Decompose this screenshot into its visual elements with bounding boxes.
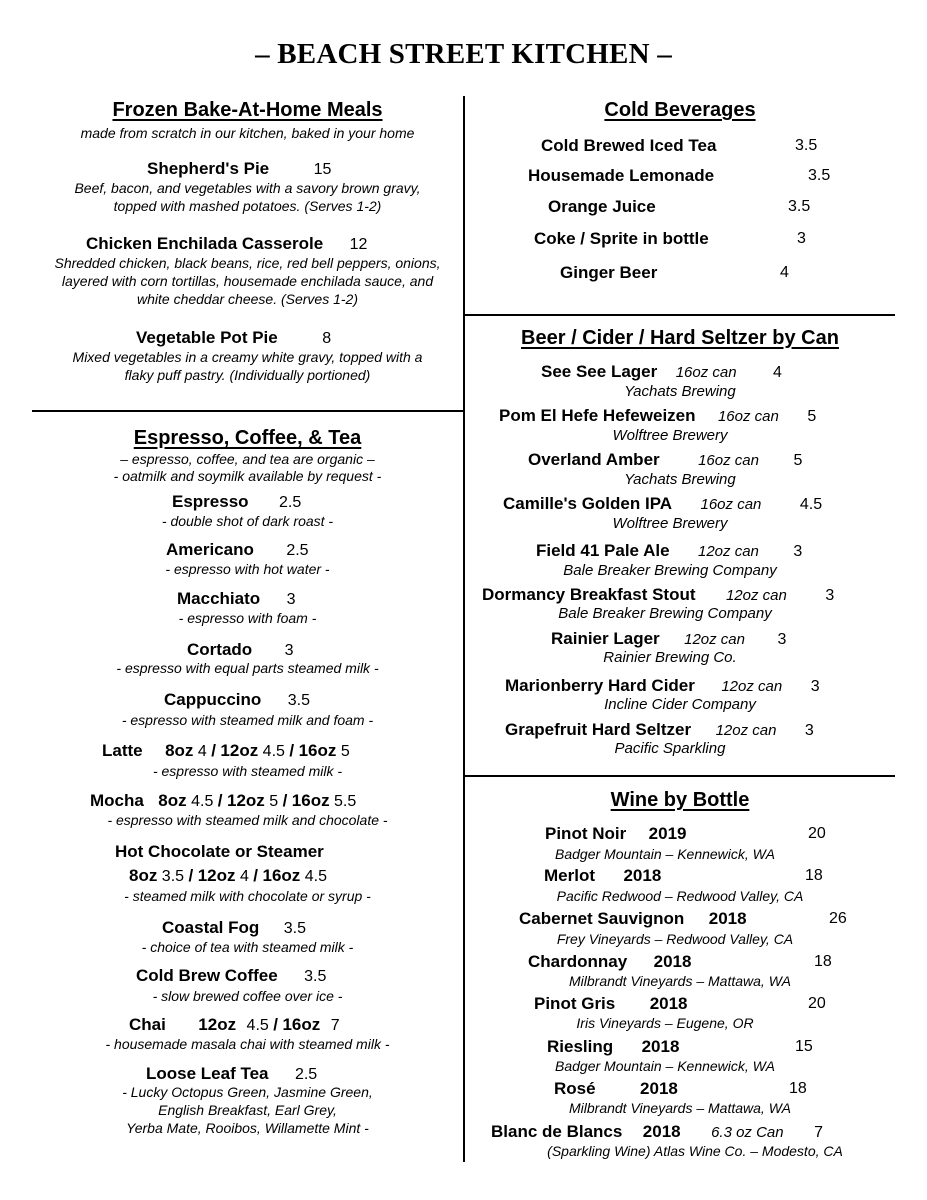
item-price: 3 xyxy=(793,543,803,560)
size-price: 4.5 xyxy=(191,793,214,810)
item-maker: Yachats Brewing xyxy=(624,471,736,488)
menu-item-vegetable-pot-pie xyxy=(136,328,331,349)
item-size: 12oz can xyxy=(715,722,777,739)
menu-item-cabernet-sauvignon xyxy=(519,909,747,930)
item-maker: Pacific Sparkling xyxy=(614,740,726,757)
size-option: 8oz xyxy=(165,741,194,760)
size-option: 16oz xyxy=(298,741,337,760)
menu-item-ginger-beer xyxy=(560,263,657,284)
item-name: Cappuccino xyxy=(164,690,262,709)
size-option: 8oz xyxy=(158,791,187,810)
item-maker: Incline Cider Company xyxy=(604,696,756,713)
menu-item-overland-amber xyxy=(528,450,802,471)
item-price: 15 xyxy=(313,161,332,178)
item-description: Shredded chicken, black beans, rice, red bell peppers, onions, layered with corn tortillas, housemade enchilada sauce, and white cheddar cheese. (Serves 1-2) xyxy=(54,255,441,307)
item-maker: Milbrandt Vineyards – Mattawa, WA xyxy=(568,1100,792,1116)
menu-item-macchiato xyxy=(177,589,296,610)
item-year: 2018 xyxy=(641,1037,680,1056)
item-name: Blanc de Blancs xyxy=(491,1122,623,1141)
coffee-note-milk: - oatmilk and soymilk available by request - xyxy=(113,468,382,484)
menu-item-see-see-lager xyxy=(541,362,782,383)
item-price: 18 xyxy=(789,1080,807,1097)
item-maker: Wolftree Brewery xyxy=(612,515,728,532)
item-name: Ginger Beer xyxy=(560,263,658,282)
item-name: Rosé xyxy=(554,1079,596,1098)
item-name: Mocha xyxy=(90,791,144,810)
item-name: Americano xyxy=(166,540,254,559)
item-price: 3.5 xyxy=(287,692,310,709)
item-price: 20 xyxy=(808,825,826,842)
item-price: 2.5 xyxy=(279,494,302,511)
item-name: Cold Brewed Iced Tea xyxy=(541,136,717,155)
size-price: 5 xyxy=(269,793,279,810)
item-description: - espresso with steamed milk - xyxy=(152,763,343,779)
item-maker: Wolftree Brewery xyxy=(612,427,728,444)
item-maker: Badger Mountain – Kennewick, WA xyxy=(555,846,775,862)
item-size: 12oz can xyxy=(725,587,787,604)
item-price: 5 xyxy=(793,452,803,469)
size-price: 5 xyxy=(340,743,350,760)
item-size: 6.3 oz Can xyxy=(711,1124,784,1141)
beer-heading: Beer / Cider / Hard Seltzer by Can xyxy=(521,327,839,349)
item-price: 7 xyxy=(814,1124,823,1141)
item-description: - espresso with steamed milk and foam - xyxy=(121,712,374,728)
item-name: Latte xyxy=(102,741,143,760)
item-name: Riesling xyxy=(547,1037,614,1056)
item-name: Loose Leaf Tea xyxy=(146,1064,269,1083)
item-name: Espresso xyxy=(172,492,249,511)
item-name: Marionberry Hard Cider xyxy=(505,676,695,695)
item-name: Dormancy Breakfast Stout xyxy=(482,585,696,604)
item-maker: Milbrandt Vineyards – Mattawa, WA xyxy=(568,973,792,989)
item-year: 2018 xyxy=(708,909,747,928)
size-option: 16oz xyxy=(291,791,330,810)
menu-item-chicken-enchilada-casserole xyxy=(86,234,367,255)
frozen-tagline: made from scratch in our kitchen, baked in your home xyxy=(80,125,415,141)
hot-chocolate-sizes: 8oz 3.5 / 12oz 4 / 16oz 4.5 xyxy=(129,866,327,885)
menu-item-cortado xyxy=(187,640,294,661)
item-price: 4.5 xyxy=(799,496,823,513)
item-year: 2018 xyxy=(640,1079,678,1098)
size-option: 16oz xyxy=(262,866,301,885)
item-name: Pom El Hefe Hefeweizen xyxy=(499,406,696,425)
menu-item-marionberry-hard-cider xyxy=(505,676,820,697)
item-size: 16oz can xyxy=(675,364,737,381)
size-price: 3.5 xyxy=(161,868,185,885)
menu-item-loose-leaf-tea xyxy=(146,1064,317,1085)
item-name: Coke / Sprite in bottle xyxy=(534,229,709,248)
item-price: 5 xyxy=(807,408,817,425)
item-size: 16oz can xyxy=(717,408,779,425)
coffee-heading: Espresso, Coffee, & Tea xyxy=(133,427,362,449)
menu-item-chai: Chai 12oz 4.5 / 16oz 7 xyxy=(129,1015,340,1034)
menu-item-pinot-noir xyxy=(545,824,687,845)
size-price: 4.5 xyxy=(246,1017,269,1034)
menu-item-shepherds-pie xyxy=(147,159,331,180)
item-name: Pinot Noir xyxy=(545,824,627,843)
menu-item-coastal-fog xyxy=(162,918,306,939)
item-description: - double shot of dark roast - xyxy=(161,513,334,529)
item-name: Chicken Enchilada Casserole xyxy=(86,234,324,253)
item-description: - Lucky Octopus Green, Jasmine Green, English Breakfast, Earl Grey, Yerba Mate, Rooibos, Willamette Mint - xyxy=(122,1084,373,1136)
item-price: 3.5 xyxy=(788,198,811,215)
menu-item-camilles-golden-ipa xyxy=(503,494,822,515)
item-price: 3.5 xyxy=(795,137,818,154)
item-name: Housemade Lemonade xyxy=(528,166,715,185)
size-price: 5.5 xyxy=(334,793,357,810)
item-price: 18 xyxy=(805,867,823,884)
item-price: 2.5 xyxy=(294,1066,318,1083)
item-size: 12oz can xyxy=(684,631,745,648)
item-description: - espresso with hot water - xyxy=(165,561,330,577)
size-price: 4 xyxy=(197,743,207,760)
size-option: 12oz xyxy=(198,1015,237,1034)
item-name: Merlot xyxy=(544,866,595,885)
left-section-divider xyxy=(32,410,463,412)
item-maker: (Sparkling Wine) Atlas Wine Co. – Modesto, CA xyxy=(547,1143,843,1159)
item-size: 12oz can xyxy=(698,543,759,560)
menu-item-riesling xyxy=(547,1037,679,1058)
coffee-note-organic: – espresso, coffee, and tea are organic – xyxy=(120,451,375,467)
item-price: 3.5 xyxy=(808,167,831,184)
menu-item-rainier-lager xyxy=(551,629,786,650)
item-maker: Badger Mountain – Kennewick, WA xyxy=(555,1058,775,1074)
menu-item-pinot-gris xyxy=(534,994,688,1015)
item-year: 2018 xyxy=(623,866,662,885)
item-description: - espresso with steamed milk and chocolate - xyxy=(107,812,388,828)
item-maker: Rainier Brewing Co. xyxy=(603,649,737,666)
item-name: Chardonnay xyxy=(528,952,628,971)
item-price: 3.5 xyxy=(304,968,327,985)
item-price: 3 xyxy=(284,642,294,659)
item-price: 15 xyxy=(795,1038,813,1055)
size-option: 12oz xyxy=(220,741,259,760)
item-price: 3 xyxy=(825,587,835,604)
item-maker: Frey Vineyards – Redwood Valley, CA xyxy=(556,931,794,947)
item-size: 16oz can xyxy=(700,496,762,513)
item-price: 4 xyxy=(780,264,789,281)
item-name: Rainier Lager xyxy=(551,629,660,648)
item-description: - steamed milk with chocolate or syrup - xyxy=(124,888,371,904)
item-price: 3 xyxy=(804,722,814,739)
menu-item-dormancy-breakfast-stout xyxy=(482,585,834,606)
size-option: 12oz xyxy=(226,791,265,810)
menu-item-chardonnay xyxy=(528,952,691,973)
item-name: Overland Amber xyxy=(528,450,660,469)
menu-item-cappuccino xyxy=(164,690,310,711)
size-price: 7 xyxy=(330,1017,340,1034)
item-name: See See Lager xyxy=(541,362,658,381)
menu-item-hot-chocolate xyxy=(115,842,324,863)
menu-item-grapefruit-hard-seltzer xyxy=(505,720,814,741)
item-maker: Iris Vineyards – Eugene, OR xyxy=(576,1015,754,1031)
item-price: 18 xyxy=(814,953,832,970)
item-name: Shepherd's Pie xyxy=(147,159,270,178)
page-title: – BEACH STREET KITCHEN – xyxy=(255,38,672,70)
item-year: 2019 xyxy=(648,824,687,843)
item-price: 12 xyxy=(349,236,368,253)
item-name: Coastal Fog xyxy=(162,918,260,937)
item-price: 8 xyxy=(322,330,332,347)
item-price: 3 xyxy=(797,230,806,247)
frozen-heading: Frozen Bake-At-Home Meals xyxy=(112,99,383,121)
item-price: 3 xyxy=(286,591,296,608)
item-description: - housemade masala chai with steamed milk - xyxy=(105,1036,390,1052)
item-year: 2018 xyxy=(653,952,692,971)
item-name: Cold Brew Coffee xyxy=(136,966,278,985)
size-option: 12oz xyxy=(197,866,236,885)
item-price: 3 xyxy=(810,678,820,695)
size-price: 4.5 xyxy=(262,743,285,760)
item-price: 4 xyxy=(773,364,782,381)
cold-beverages-heading: Cold Beverages xyxy=(604,99,756,121)
item-name: Hot Chocolate or Steamer xyxy=(115,842,324,861)
menu-item-cold-brew-coffee xyxy=(136,966,326,987)
item-year: 2018 xyxy=(649,994,688,1013)
item-price: 2.5 xyxy=(286,542,309,559)
item-description: Beef, bacon, and vegetables with a savory brown gravy, topped with mashed potatoes. (Serves 1-2) xyxy=(74,180,421,214)
item-price: 26 xyxy=(829,910,847,927)
item-name: Grapefruit Hard Seltzer xyxy=(505,720,692,739)
item-name: Cabernet Sauvignon xyxy=(519,909,685,928)
column-divider xyxy=(463,96,465,1162)
item-name: Macchiato xyxy=(177,589,261,608)
menu-item-cold-brewed-iced-tea xyxy=(541,136,716,157)
item-size: 12oz can xyxy=(721,678,783,695)
menu-item-espresso xyxy=(172,492,301,513)
item-name: Field 41 Pale Ale xyxy=(536,541,670,560)
item-maker: Bale Breaker Brewing Company xyxy=(563,562,777,579)
item-maker: Bale Breaker Brewing Company xyxy=(558,605,772,622)
menu-item-field-41-pale-ale xyxy=(536,541,802,562)
item-name: Vegetable Pot Pie xyxy=(136,328,278,347)
item-name: Chai xyxy=(129,1015,166,1034)
right-section-divider-2 xyxy=(465,775,895,777)
item-price: 3 xyxy=(777,631,787,648)
menu-item-rose xyxy=(554,1079,678,1100)
item-name: Cortado xyxy=(187,640,253,659)
menu-item-mocha: Mocha 8oz 4.5 / 12oz 5 / 16oz 5.5 xyxy=(90,791,357,810)
size-price: 4 xyxy=(239,868,249,885)
menu-item-pom-el-hefe xyxy=(499,406,816,427)
item-description: - choice of tea with steamed milk - xyxy=(141,939,354,955)
item-maker: Yachats Brewing xyxy=(624,383,736,400)
item-size: 16oz can xyxy=(698,452,759,469)
menu-item-americano xyxy=(166,540,309,561)
menu-item-housemade-lemonade xyxy=(528,166,714,187)
item-description: - slow brewed coffee over ice - xyxy=(152,988,343,1004)
item-description: Mixed vegetables in a creamy white gravy, topped with a flaky puff pastry. (Individually portioned) xyxy=(72,349,423,383)
menu-item-coke-sprite xyxy=(534,229,709,250)
item-maker: Pacific Redwood – Redwood Valley, CA xyxy=(556,888,804,904)
menu-item-blanc-de-blancs xyxy=(491,1122,823,1143)
menu-item-merlot xyxy=(544,866,661,887)
item-price: 20 xyxy=(808,995,826,1012)
size-option: 16oz xyxy=(282,1015,321,1034)
item-name: Camille's Golden IPA xyxy=(503,494,673,513)
right-section-divider-1 xyxy=(465,314,895,316)
menu-item-latte: Latte 8oz 4 / 12oz 4.5 / 16oz 5 xyxy=(102,741,350,760)
item-description: - espresso with foam - xyxy=(178,610,317,626)
item-year: 2018 xyxy=(642,1122,681,1141)
item-name: Pinot Gris xyxy=(534,994,616,1013)
item-description: - espresso with equal parts steamed milk - xyxy=(116,660,379,676)
item-name: Orange Juice xyxy=(548,197,656,216)
item-price: 3.5 xyxy=(283,920,306,937)
size-price: 4.5 xyxy=(304,868,327,885)
size-option: 8oz xyxy=(129,866,158,885)
wine-heading: Wine by Bottle xyxy=(610,789,750,811)
menu-item-orange-juice xyxy=(548,197,656,218)
